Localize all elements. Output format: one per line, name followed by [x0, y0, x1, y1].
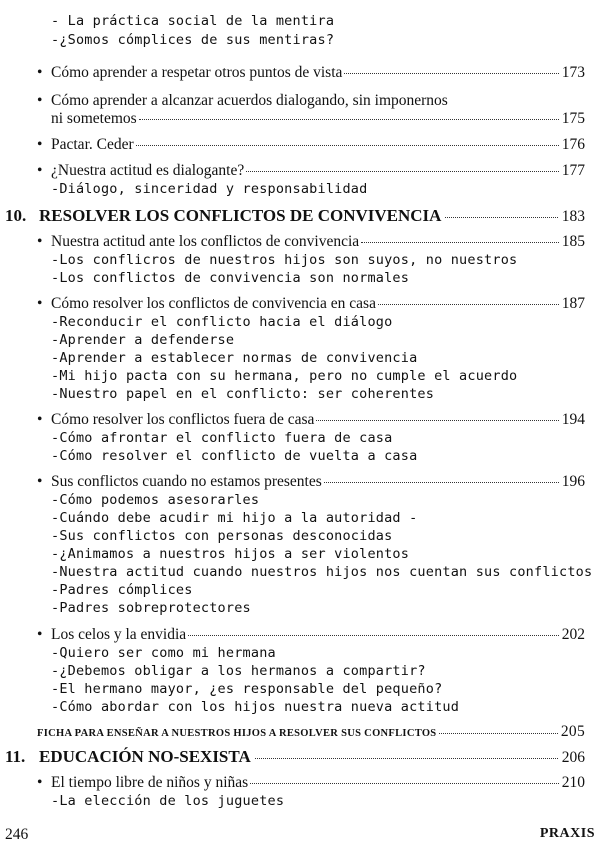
- dot-leader: [439, 733, 557, 734]
- sub-item: -Los conflicros de nuestros hijos son suyos, no nuestros: [51, 252, 518, 268]
- sub-item: -Reconducir el conflicto hacia el diálogo: [51, 314, 393, 330]
- sub-item: -Nuestra actitud cuando nuestros hijos nos cuentan sus conflictos: [51, 564, 593, 580]
- chapter-title: RESOLVER LOS CONFLICTOS DE CONVIVENCIA: [39, 206, 442, 225]
- sub-item: -Aprender a defenderse: [51, 332, 235, 348]
- sub-item: - La práctica social de la mentira: [51, 13, 335, 29]
- toc-entry-title: Cómo aprender a alcanzar acuerdos dialogando, sin imponernos: [51, 92, 448, 109]
- dot-leader: [188, 635, 559, 636]
- sub-item: -Nuestro papel en el conflicto: ser coherentes: [51, 386, 435, 402]
- toc-entry-page: 202: [561, 626, 585, 643]
- sub-item: -Cómo afrontar el conflicto fuera de casa: [51, 430, 393, 446]
- toc-entry[interactable]: [37, 64, 585, 82]
- toc-entry-title: Pactar. Ceder: [51, 136, 134, 153]
- bullet-icon: •: [37, 473, 43, 490]
- chapter-heading[interactable]: [5, 206, 585, 227]
- page-number: 246: [5, 826, 29, 843]
- sub-item: -Quiero ser como mi hermana: [51, 645, 276, 661]
- toc-entry-line[interactable]: [37, 92, 448, 110]
- sub-item: -Mi hijo pacta con su hermana, pero no cumple el acuerdo: [51, 368, 518, 384]
- toc-entry[interactable]: [37, 411, 585, 429]
- chapter-page: 206: [561, 749, 585, 766]
- toc-entry-page: 175: [561, 110, 585, 127]
- dot-leader: [344, 73, 558, 74]
- toc-entry[interactable]: [37, 233, 585, 251]
- toc-entry[interactable]: [37, 774, 585, 792]
- toc-entry-page: 185: [561, 233, 585, 250]
- sub-item: -El hermano mayor, ¿es responsable del pequeño?: [51, 681, 443, 697]
- dot-leader: [324, 482, 559, 483]
- bullet-icon: •: [37, 295, 43, 312]
- toc-entry-title: Sus conflictos cuando no estamos presentes: [51, 473, 322, 490]
- toc-entry[interactable]: [37, 136, 585, 154]
- ficha-entry[interactable]: [37, 724, 585, 742]
- sub-item: -Sus conflictos con personas desconocidas: [51, 528, 393, 544]
- sub-item: -Los conflictos de convivencia son normales: [51, 270, 410, 286]
- toc-entry-title: ni sometemos: [51, 110, 137, 127]
- sub-item: -¿Animamos a nuestros hijos a ser violentos: [51, 546, 410, 562]
- bullet-icon: •: [37, 626, 43, 643]
- toc-entry-page: 194: [561, 411, 585, 428]
- dot-leader: [250, 783, 559, 784]
- toc-entry-page: 187: [561, 295, 585, 312]
- toc-entry-page: 176: [561, 136, 585, 153]
- toc-entry-page: 177: [561, 162, 585, 179]
- toc-entry-title: El tiempo libre de niños y niñas: [51, 774, 249, 791]
- ficha-title: FICHA PARA ENSEÑAR A NUESTROS HIJOS A RESOLVER SUS CONFLICTOS: [37, 728, 437, 739]
- toc-entry-title: Nuestra actitud ante los conflictos de convivencia: [51, 233, 360, 250]
- dot-leader: [445, 217, 557, 218]
- toc-entry[interactable]: [51, 110, 585, 128]
- bullet-icon: •: [37, 64, 43, 81]
- sub-item: -Cómo resolver el conflicto de vuelta a casa: [51, 448, 418, 464]
- dot-leader: [255, 758, 558, 759]
- dot-leader: [316, 420, 558, 421]
- toc-entry-page: 210: [561, 774, 585, 791]
- bullet-icon: •: [37, 233, 43, 250]
- dot-leader: [246, 171, 559, 172]
- ficha-page: 205: [560, 723, 585, 740]
- sub-item: -Cómo podemos asesorarles: [51, 492, 260, 508]
- toc-entry-title: Cómo resolver los conflictos fuera de casa: [51, 411, 315, 428]
- dot-leader: [361, 242, 559, 243]
- bullet-icon: •: [37, 411, 43, 428]
- dot-leader: [136, 145, 559, 146]
- toc-entry-title: Los celos y la envidia: [51, 626, 187, 643]
- dot-leader: [139, 119, 559, 120]
- chapter-number: 10.: [5, 206, 27, 225]
- bullet-icon: •: [37, 774, 43, 791]
- publisher-name: PRAXIS: [539, 826, 595, 841]
- sub-item: -¿Somos cómplices de sus mentiras?: [51, 32, 335, 48]
- chapter-page: 183: [561, 208, 585, 225]
- chapter-number: 11.: [5, 747, 26, 766]
- toc-entry[interactable]: [37, 295, 585, 313]
- chapter-title: EDUCACIÓN NO-SEXISTA: [39, 747, 251, 766]
- sub-item: -Diálogo, sinceridad y responsabilidad: [51, 181, 368, 197]
- toc-entry[interactable]: [37, 626, 585, 644]
- dot-leader: [378, 304, 559, 305]
- sub-item: -Cómo abordar con los hijos nuestra nueva actitud: [51, 699, 460, 715]
- toc-entry-title: Cómo resolver los conflictos de convivencia en casa: [51, 295, 376, 312]
- sub-item: -La elección de los juguetes: [51, 793, 285, 809]
- toc-entry[interactable]: [37, 473, 585, 491]
- toc-entry[interactable]: [37, 162, 585, 180]
- sub-item: -¿Debemos obligar a los hermanos a compartir?: [51, 663, 426, 679]
- bullet-icon: •: [37, 136, 43, 153]
- chapter-heading[interactable]: [5, 747, 585, 768]
- toc-entry-title: ¿Nuestra actitud es dialogante?: [51, 162, 245, 179]
- sub-item: -Padres sobreprotectores: [51, 600, 251, 616]
- toc-entry-title: Cómo aprender a respetar otros puntos de vista: [51, 64, 343, 81]
- toc-entry-page: 173: [561, 64, 585, 81]
- sub-item: -Padres cómplices: [51, 582, 193, 598]
- toc-entry-page: 196: [561, 473, 585, 490]
- bullet-icon: •: [37, 92, 43, 109]
- bullet-icon: •: [37, 162, 43, 179]
- sub-item: -Aprender a establecer normas de convivencia: [51, 350, 418, 366]
- sub-item: -Cuándo debe acudir mi hijo a la autoridad -: [51, 510, 418, 526]
